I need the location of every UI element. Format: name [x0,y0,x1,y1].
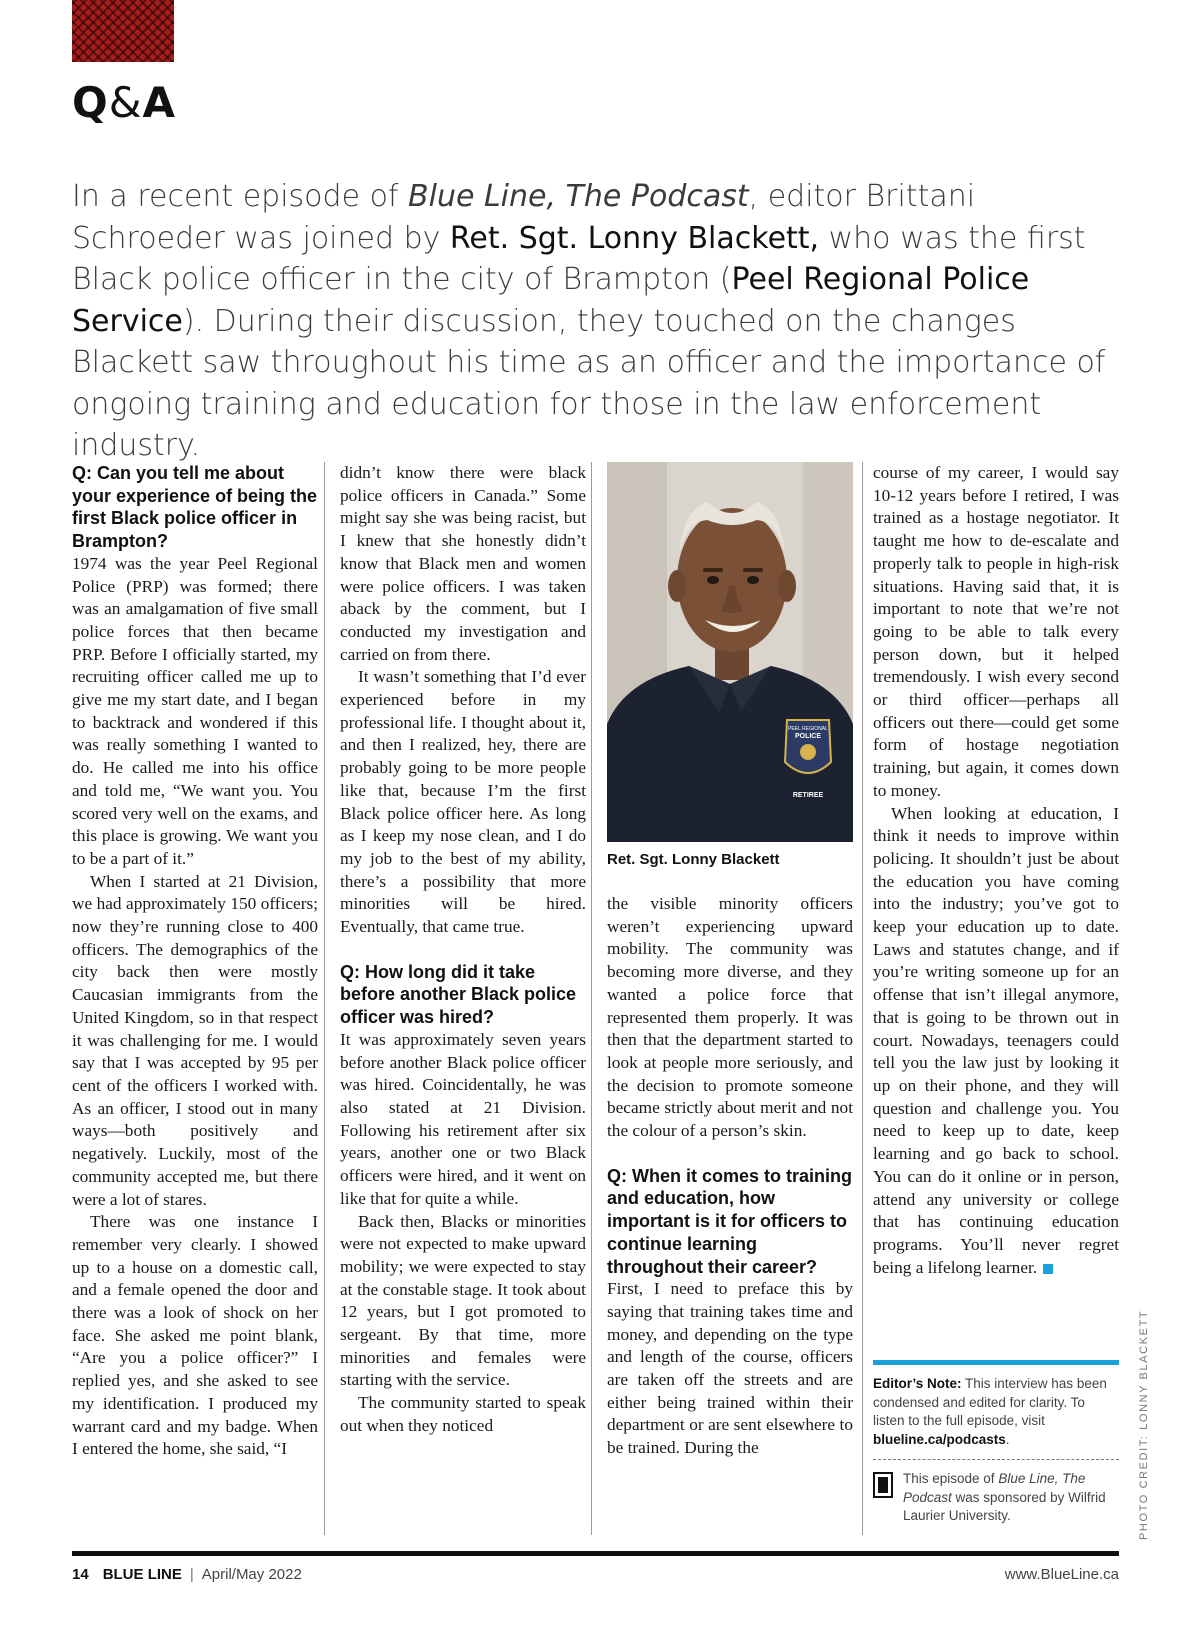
dashed-divider [873,1459,1119,1460]
footer-rule [72,1551,1119,1556]
badge-retiree-text: RETIREE [792,792,824,799]
answer-paragraph: It wasn’t something that I’d ever experienced before in my professional life. I thought about it, and then I realized, hey, there are probably going to be more people like that, because I’m the first Black police officer here. As long as I keep my nose clean, and I do my job to the best of my ability, there’s a possibility that more minorities will be hired. Eventually, that came true. [340,667,586,937]
badge-crest-icon [800,744,816,760]
section-label-a: A [142,78,176,127]
issue-date: April/May 2022 [201,1566,302,1583]
column-divider [591,462,592,1535]
intro-interviewee-name: Ret. Sgt. Lonny Blackett, [449,220,820,256]
closing-answer-text: When looking at education, I think it needs to improve within policing. It shouldn’t just be about the education you have coming into the industry; you’ve got to keep your education up to date. Laws and statutes change, and if you’re writing someone up for an offense that isn’t illegal anymore, that is going to be thrown out in court. Nowadays, teenagers could tell you the law just by looking it up on their phone, and they will question and challenge you. You need to keep up to date, keep learning and go back to school. You can do it online or in person, attend any university or college that has continuing education programs. You’ll never regret being a lifelong learner. [873,803,1119,1277]
editors-note-label: Editor’s Note: [873,1376,962,1391]
podcast-link[interactable]: blueline.ca/podcasts [873,1431,1006,1447]
editors-note [873,1375,1119,1449]
answer-paragraph: There was one instance I remember very clearly. I showed up to a house on a domestic call, and a female opened the door and there was a look of shock on her face. She asked me point blank, “Are you a police officer?” I replied yes, and she asked to see my identification. I produced my warrant card and my badge. When I entered the home, she said, “I [72,1212,318,1459]
portrait-ear [668,570,686,602]
section-label-amp: & [108,78,143,127]
portrait-eyebrow [743,568,763,572]
portrait-eyebrow [703,568,723,572]
intro-paragraph [72,176,1132,467]
badge-police-text: POLICE [794,733,822,740]
portrait-ear [778,570,796,602]
intro-text: ). During their discussion, they touched on the changes Blackett saw throughout his time as an officer and the importance of ongoing training and education for those in the law enforcement industry. [72,303,1106,463]
answer-paragraph: Back then, Blacks or minorities were not expected to make upward mobility; we were expected to stay at the constable stage. It took about 12 years, but I got promoted to sergeant. By that time, more minorities and females were starting with the service. [340,1211,586,1390]
magazine-name: BLUE LINE [102,1566,182,1583]
answer-paragraph: The community started to speak out when they noticed [340,1393,586,1435]
answer-paragraph: didn’t know there were black police officers in Canada.” Some might say she was being racist, but I knew that she honestly didn’t know that Black men and women were police officers. I was taken aback by the comment, but I conducted my investigation and carried on from there. [340,463,586,664]
editors-note-period: . [1005,1431,1010,1447]
question-heading: Q: Can you tell me about your experience of being the first Black police officer in Brampton? [72,463,318,552]
section-color-swatch [72,0,174,62]
portrait-illustration [607,462,853,842]
answer-paragraph: the visible minority officers weren’t experiencing upward mobility. The community was becoming more diverse, and they wanted a police force that represented them properly. It was then that the department started to look at people more seriously, and the decision to promote someone became strictly about merit and not the colour of a person’s skin. [607,894,853,1141]
sponsor-note [873,1470,1119,1526]
sponsor-text: was sponsored by Wilfrid Laurier University. [903,1489,1106,1523]
article-column-2 [340,462,586,1535]
column-divider [324,462,325,1535]
intro-text: who was the first Black police officer in the city of Brampton ( [72,220,1086,297]
device-icon [873,1472,893,1498]
answer-paragraph: First, I need to preface this by saying that training takes time and money, and depending on the type and length of the course, officers are taken off the streets and are either being trained within their department or are sent elsewhere to be trained. During the [607,1279,853,1458]
article-column-3 [607,893,853,1535]
page-footer [72,1566,1119,1592]
portrait-photo [607,462,853,842]
answer-paragraph: When I started at 21 Division, we had approximately 150 officers; now they’re running close to 400 officers. The demographics of the city back then were mostly Caucasian immigrants from the United Kingdom, so in that respect it was challenging for me. I would say that I was accepted by 95 per cent of the officers I worked with. As an officer, I stood out in many ways—both positively and negatively. Luckily, most of the community accepted me, but there were a lot of stares. [72,871,318,1209]
intro-show-title: Blue Line, The Podcast [408,179,749,214]
photo-credit: PHOTO CREDIT: LONNY BLACKETT [1138,1309,1150,1540]
section-label [72,78,176,127]
end-of-article-mark [1043,1264,1053,1274]
column-divider [862,462,863,1535]
page-number: 14 [72,1566,89,1583]
question-heading: Q: When it comes to training and education, how important is it for officers to continue learning throughout their career? [607,1165,853,1277]
editors-note-text: This interview has been condensed and edited for clarity. To listen to the full episode, visit [873,1376,1107,1428]
sponsor-show-title: Blue Line, The Podcast [903,1471,1086,1505]
portrait-eye [747,576,759,584]
badge-top-text: PEEL REGIONAL [788,726,828,732]
answer-paragraph [873,803,1119,1280]
section-label-q: Q [72,78,109,127]
answer-paragraph: 1974 was the year Peel Regional Police (PRP) was formed; there was an amalgamation of five small police forces that then became PRP. Before I officially started, my recruiting officer called me up to give me my start date, and I began to backtrack and wondered if this was really something I wanted to do. He called me into his office and told me, “We want you. You scored very well on the exams, and this place is growing. We want you to be a part of it.” [72,553,318,868]
answer-paragraph: course of my career, I would say 10-12 years before I retired, I was trained as a hostage negotiator. It taught me how to de-escalate and properly talk to people in high-risk situations. Having said that, it is important to note that we’re not going to be able to talk every person down, but it helped tremendously. I wish every second or third officer—perhaps all officers out there—could get some form of hostage negotiation training, but again, it comes down to money. [873,463,1119,800]
website-link[interactable]: www.BlueLine.ca [1004,1566,1119,1583]
editors-note-box [873,1360,1119,1526]
answer-paragraph: It was approximately seven years before another Black police officer was hired. Coincidentally, he was also stated at 21 Division. Following his retirement after six years, another one or two Black officers were hired, and it went on like that for quite a while. [340,1029,586,1208]
intro-text: , editor Brittani Schroeder was joined by [72,179,976,256]
sponsor-text: This episode of [903,1471,999,1486]
article-column-4 [873,462,1119,1342]
article-column-1 [72,462,318,1535]
footer-left [72,1566,302,1583]
photo-caption: Ret. Sgt. Lonny Blackett [607,851,780,868]
question-heading: Q: How long did it take before another Black police officer was hired? [340,961,577,1028]
footer-separator: | [189,1566,194,1583]
intro-organization: Peel Regional Police Service [72,262,1030,339]
intro-text: In a recent episode of [72,179,409,214]
portrait-eye [707,576,719,584]
